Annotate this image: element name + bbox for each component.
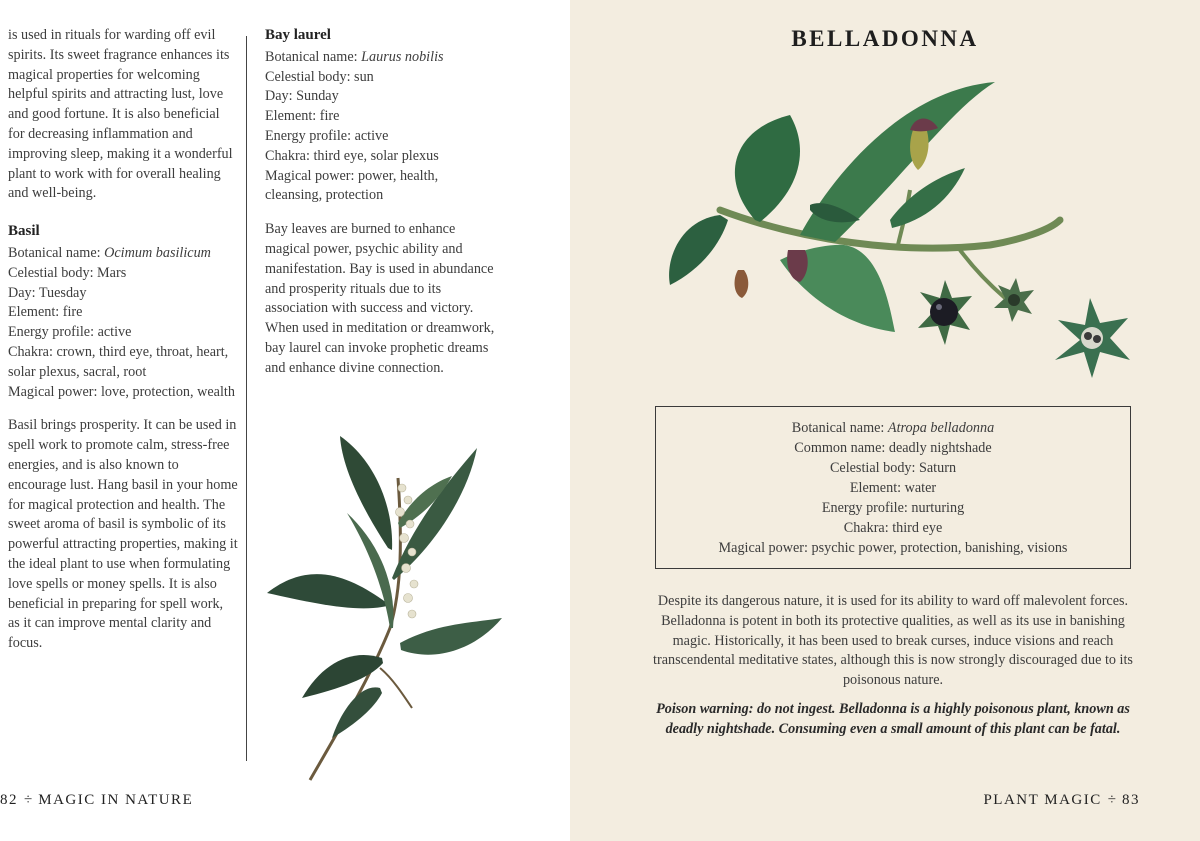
basil-celestial-body: Celestial body: Mars (8, 264, 127, 281)
basil-chakra: Chakra: crown, third eye, throat, heart, solar plexus, sacral, root (8, 343, 229, 380)
basil-botanical-value: Ocimum basilicum (104, 244, 211, 261)
bay-celestial-body: Celestial body: sun (265, 68, 374, 85)
bay-botanical-value: Laurus nobilis (361, 48, 444, 65)
basil-energy-profile: Energy profile: active (8, 324, 132, 341)
bay-laurel-heading: Bay laurel (265, 27, 331, 43)
intro-paragraph: is used in rituals for warding off evil spirits. Its sweet fragrance enhances its magical properties for welcoming helpful spirits and attracting lust, love and good fortune. It is also beneficial for decreasing inflammation and improving sleep, making it a wonderful plant to work with for overall healing and well-being. (8, 27, 233, 202)
magical-power: Magical power: psychic power, protection, banishing, visions (718, 540, 1068, 556)
botanical-label: Botanical name: (791, 420, 888, 436)
belladonna-illustration (660, 70, 1150, 400)
bay-botanical-name (265, 48, 495, 68)
right-footer (983, 792, 1140, 809)
left-page-number: 82 (0, 792, 18, 808)
left-column (8, 26, 238, 654)
poison-warning: Poison warning: do not ingest. Belladonna is a highly poisonous plant, known as deadly nightshade. Consuming even a small amount of this plant can be fatal. (656, 701, 1130, 737)
basil-botanical-name (8, 244, 238, 264)
bay-magical-power: Magical power: power, health, cleansing, protection (265, 167, 439, 204)
bay-botanical-label: Botanical name: (265, 48, 362, 65)
basil-body-paragraph: Basil brings prosperity. It can be used in spell work to promote calm, stress-free energies, and is also known to encourage lust. Hang basil in your home for magical protection and health. The sweet aroma of basil is symbolic of its powerful attracting properties, making it the ideal plant to use when formulating love spells or money spells. It is also beneficial in preparing for spell work, as it can improve mental clarity and focus. (8, 417, 238, 652)
bay-energy-profile: Energy profile: active (265, 127, 389, 144)
chakra: Chakra: third eye (843, 520, 943, 536)
bay-body-paragraph: Bay leaves are burned to enhance magical power, psychic ability and manifestation. Bay is used in abundance and prosperity rituals due to its association with success and victory. When used in meditation or dreamwork, bay laurel can invoke prophetic dreams and enhance divine connection. (265, 221, 495, 376)
botanical-name (656, 418, 1130, 438)
basil-botanical-label: Botanical name: (8, 244, 105, 261)
basil-magical-power: Magical power: love, protection, wealth (8, 383, 235, 400)
bay-day: Day: Sunday (265, 88, 339, 105)
botanical-value: Atropa belladonna (887, 420, 995, 436)
plant-info-box (655, 406, 1131, 569)
belladonna-description: Despite its dangerous nature, it is used for its ability to ward off malevolent forces. Belladonna is potent in both its protective qualities, as well as its use in banishing magic. Historically, it has been used to break curses, induce visions and reach transcendental meditative states, although this is now strongly discouraged due to its poisonous nature. (653, 593, 1133, 689)
basil-heading: Basil (8, 223, 40, 240)
bay-chakra: Chakra: third eye, solar plexus (265, 147, 439, 164)
common-name: Common name: deadly nightshade (794, 440, 992, 456)
right-footer-separator: ÷ (1107, 792, 1116, 808)
basil-day: Day: Tuesday (8, 284, 87, 301)
left-footer (0, 792, 193, 809)
bay-laurel-illustration (262, 428, 512, 788)
energy-profile: Energy profile: nurturing (821, 500, 965, 516)
right-section-name: PLANT MAGIC (983, 792, 1102, 808)
celestial-body: Celestial body: Saturn (829, 460, 957, 476)
basil-element: Element: fire (8, 304, 83, 321)
bay-element: Element: fire (265, 108, 340, 125)
left-section-name: MAGIC IN NATURE (38, 792, 194, 808)
right-column (265, 26, 495, 379)
page-title: BELLADONNA (791, 26, 979, 51)
column-divider (246, 36, 247, 761)
right-page-number: 83 (1122, 792, 1140, 808)
element: Element: water (849, 480, 937, 496)
left-footer-separator: ÷ (24, 792, 33, 808)
